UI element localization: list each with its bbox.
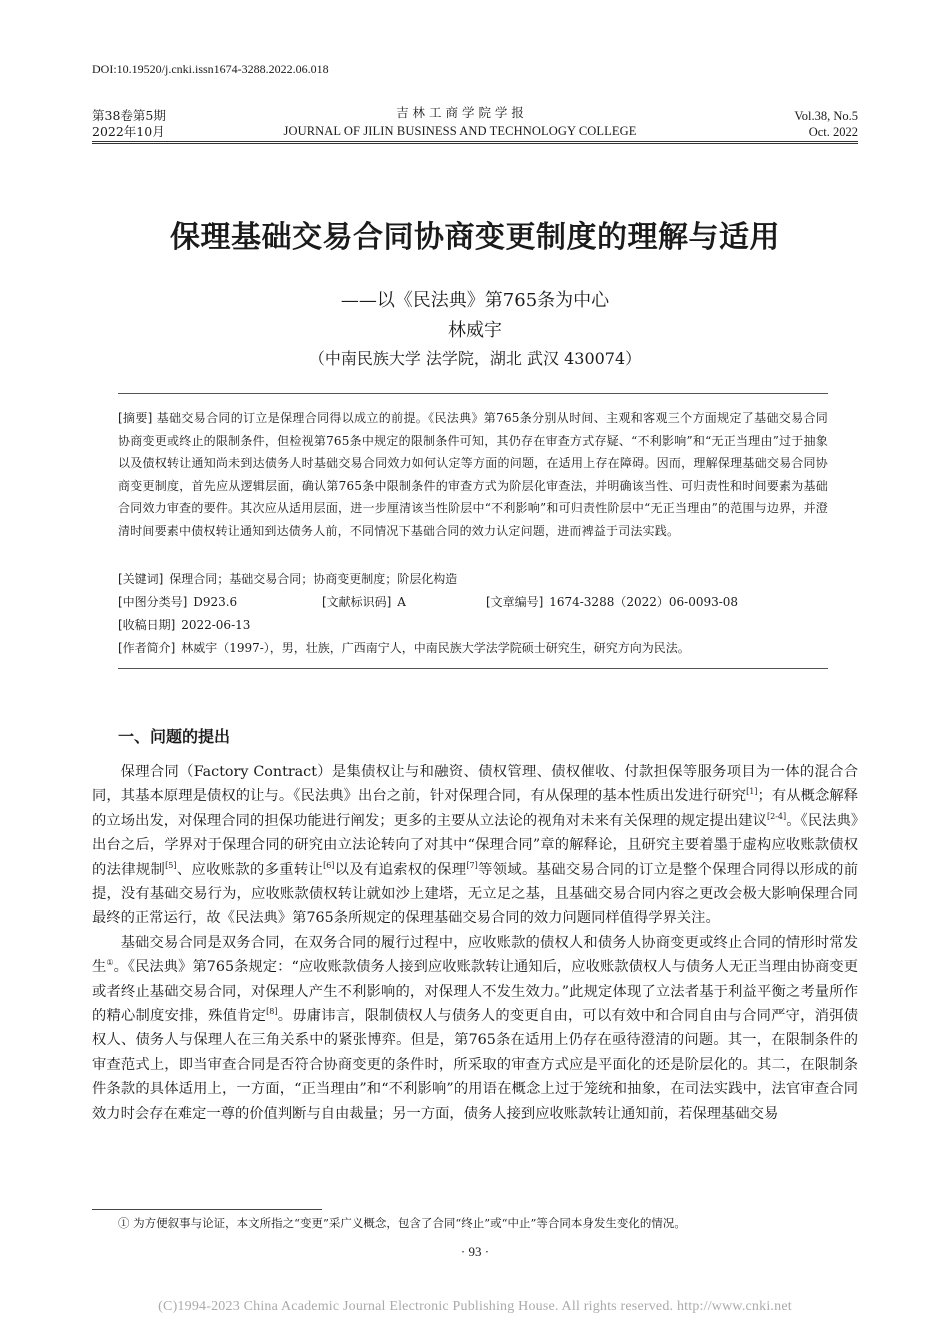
citation-6: [6] — [323, 860, 335, 870]
header-divider — [92, 141, 858, 142]
header-issue-en — [794, 108, 858, 140]
keywords-text: 保理合同；基础交易合同；协商变更制度；阶层化构造 — [169, 572, 458, 586]
doi: DOI:10.19520/j.cnki.issn1674-3288.2022.06.018 — [92, 62, 329, 76]
p1-text-d: 、应收账款的多重转让 — [176, 861, 324, 878]
article-number-label: [文章编号] — [486, 595, 544, 609]
footnote-divider — [92, 1209, 322, 1210]
author-bio-label: [作者简介] — [118, 641, 176, 655]
p2-text-b: 。《民法典》第765条规定：“应收账款债务人接到应收账款转让通知后，应收账款债权人与债务人无正当理由协商变更或者终止基础交易合同，对保理人产生不利影响的，对保理人不发生效力。”此规定体现了立法者基于利益平衡之考量所作的精心制度安排，殊值肯定 — [92, 959, 858, 1025]
p2-text-c: 。毋庸讳言，限制债权人与债务人的变更自由，可以有效中和合同自由与合同严守，消弭债权人、债务人与保理人在三角关系中的紧张博弈。但是，第765条在适用上仍存在亟待澄清的问题。其一，在限制条件的审查范式上，即当审查合同是否符合协商变更的条件时，所采取的审查方式应是平面化的还是阶层化的。其二，在限制条件条款的具体适用上，一方面，“正当理由”和“不利影响”的用语在概念上过于笼统和抽象，在司法实践中，法官审查合同效力时会存在难定一尊的价值判断与自由裁量；另一方面，债务人接到应收账款转让通知前，若保理基础交易 — [92, 1008, 859, 1122]
paper-subtitle: ——以《民法典》第765条为中心 — [340, 290, 610, 311]
citation-1: [1] — [746, 787, 758, 797]
clc-value: D923.6 — [193, 595, 238, 609]
header-divider-2 — [92, 143, 858, 144]
doc-code-label: [文献标识码] — [322, 595, 392, 609]
header-journal — [200, 104, 720, 140]
received-value: 2022-06-13 — [181, 618, 251, 632]
paragraph-2 — [92, 931, 858, 1126]
p1-text-a: 保理合同（Factory Contract）是集债权让与和融资、债权管理、债权催收、付款担保等服务项目为一体的混合合同，其基本原理是债权的让与。《民法典》出台之前，针对保理合同，有从保理的基本性质出发进行研究 — [92, 764, 858, 805]
document-code — [322, 593, 406, 611]
section-heading: 一、问题的提出 — [118, 727, 231, 746]
paper-author: 林威宇 — [448, 320, 502, 341]
citation-7: [7] — [466, 860, 478, 870]
received-date — [118, 616, 250, 634]
citation-5: [5] — [165, 860, 177, 870]
journal-name-en: JOURNAL OF JILIN BUSINESS AND TECHNOLOGY COLLEGE — [283, 124, 637, 138]
keywords — [118, 570, 457, 588]
doc-code-value: A — [397, 595, 406, 609]
paper-title: 保理基础交易合同协商变更制度的理解与适用 — [170, 220, 780, 255]
author-bio-text: 林威宇（1997-），男，壮族，广西南宁人，中南民族大学法学院硕士研究生，研究方向为民法。 — [181, 641, 690, 655]
clc-number — [118, 593, 237, 611]
abstract-bottom-divider — [118, 668, 828, 669]
p1-text-c: 。《民法典》出台之后，学界对于保理合同的研究由立法论转向了对其中“保理合同”章的解释论，且研究主要着墨于虚构应收账款债权的法律规制 — [92, 812, 858, 878]
footnote: ① 为方便叙事与论证，本文所指之“变更”采广义概念，包含了合同“终止”或“中止”等合同本身发生变化的情况。 — [118, 1216, 686, 1230]
clc-label: [中图分类号] — [118, 595, 188, 609]
abstract-label: [摘要] — [118, 411, 153, 425]
p1-text-f: 等领域。基础交易合同的订立是整个保理合同得以形成的前提，没有基础交易行为，应收账款债权转让就如沙上建塔，无立足之基，且基础交易合同内容之更改会极大影响保理合同最终的正常运行，故《民法典》第765条所规定的保理基础交易合同的效力问题同样值得学界关注。 — [92, 861, 859, 927]
abstract-top-divider — [118, 393, 828, 394]
article-number-value: 1674-3288（2022）06-0093-08 — [549, 595, 739, 609]
citation-8: [8] — [266, 1007, 278, 1017]
header-volume-en: Vol.38, No.5 — [794, 109, 858, 123]
footnote-mark: ① — [106, 958, 114, 968]
header-date-en: Oct. 2022 — [808, 125, 858, 139]
p1-text-e: 以及有追索权的保理 — [334, 861, 467, 878]
citation-2-4: [2-4] — [767, 811, 787, 821]
journal-name-cn: 吉 林 工 商 学 院 学 报 — [396, 105, 524, 120]
author-bio — [118, 639, 690, 657]
page-number: · 93 · — [460, 1244, 490, 1259]
author-affiliation: （中南民族大学 法学院，湖北 武汉 430074） — [308, 349, 642, 368]
header-issue — [92, 108, 166, 140]
body-text — [92, 760, 858, 1126]
paragraph-1 — [92, 760, 858, 931]
copyright-watermark: (C)1994-2023 China Academic Journal Electronic Publishing House. All rights reserved. http://www.cnki.net — [158, 1299, 792, 1314]
abstract-text: 基础交易合同的订立是保理合同得以成立的前提。《民法典》第765条分别从时间、主观和客观三个方面规定了基础交易合同协商变更或终止的限制条件，但检视第765条中规定的限制条件可知，其仍存在审查方式存疑、“不利影响”和“无正当理由”过于抽象以及债权转让通知尚未到达债务人时基础交易合同效力如何认定等方面的问题，在适用上存在障碍。因而，理解保理基础交易合同协商变更制度，首先应从逻辑层面，确认第765条中限制条件的审查方式为阶层化审查法，并明确该当性、可归责性和时间要素为基础合同效力审查的要件。其次应从适用层面，进一步厘清该当性阶层中“不利影响”和可归责性阶层中“无正当理由”的范围与边界，并澄清时间要素中债权转让通知到达债务人前，不同情况下基础合同的效力认定问题，进而裨益于司法实践。 — [118, 411, 829, 538]
received-label: [收稿日期] — [118, 618, 176, 632]
keywords-label: [关键词] — [118, 572, 164, 586]
abstract — [118, 407, 828, 543]
p2-text-a: 基础交易合同是双务合同，在双务合同的履行过程中，应收账款的债权人和债务人协商变更或终止合同的情形时常发生 — [92, 934, 858, 976]
header-date: 2022年10月 — [92, 124, 165, 139]
p1-text-b: ；有从概念解释的立场出发，对保理合同的担保功能进行阐发；更多的主要从立法论的视角对未来有关保理的规定提出建议 — [92, 788, 858, 829]
article-number — [486, 593, 738, 611]
header-volume: 第38卷第5期 — [92, 108, 166, 123]
